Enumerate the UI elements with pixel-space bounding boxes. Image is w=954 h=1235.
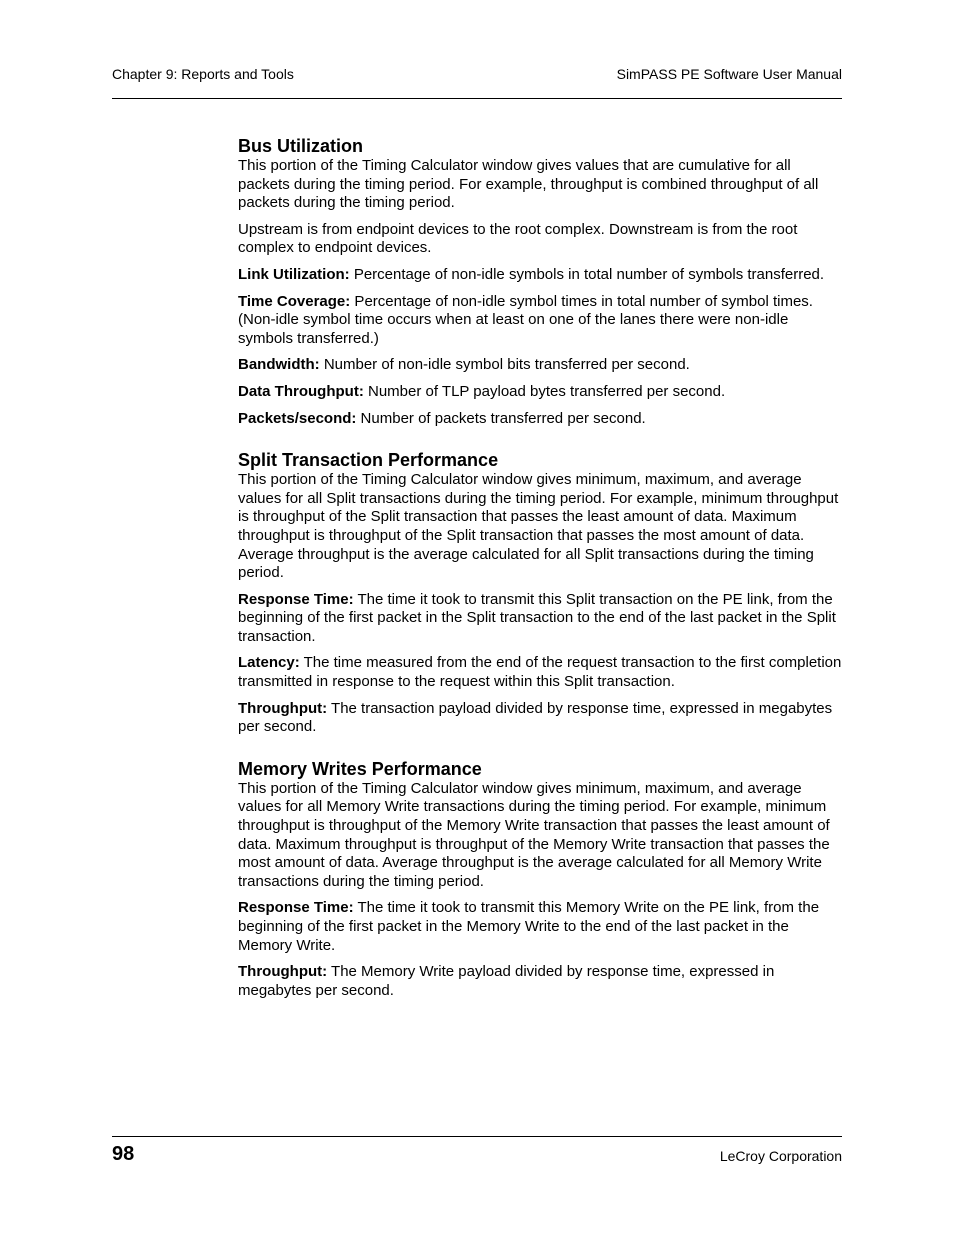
- paragraph: [238, 221, 844, 258]
- manual-title: SimPASS PE Software User Manual: [616, 66, 842, 82]
- definition: [238, 700, 844, 737]
- paragraph: [238, 780, 844, 892]
- definition: [238, 899, 844, 955]
- definition: [238, 591, 844, 647]
- definition: [238, 383, 844, 402]
- definition: [238, 293, 844, 349]
- paragraph-text: This portion of the Timing Calculator window gives minimum, maximum, and average values for all Memory Write transactions during the timing period. For example, minimum throughput is throughput of the Memory Write transaction that passes the least amount of data. Maximum throughput is throughput of the Memory Write transaction that passes the most amount of data. Average throughput is the average calculated for all Memory Write transactions during the timing period.: [238, 779, 830, 890]
- definition-text: The time it took to transmit this Split transaction on the PE link, from the beginning of the first packet in the Split transaction to the end of the last packet in the Split transaction.: [238, 590, 836, 645]
- chapter-title: Chapter 9: Reports and Tools: [112, 66, 294, 82]
- paragraph-text: This portion of the Timing Calculator window gives minimum, maximum, and average values for all Split transactions during the timing period. For example, minimum throughput is throughput of the Split transaction that passes the least amount of data. Maximum throughput is throughput of the Split transaction that passes the most amount of data. Average throughput is the average calculated for all Split transactions during the timing period.: [238, 471, 839, 582]
- definition-text: The transaction payload divided by response time, expressed in megabytes per second.: [238, 699, 833, 736]
- page-number: 98: [112, 1143, 135, 1165]
- paragraph: [238, 157, 844, 213]
- definition-text: Percentage of non-idle symbol times in total number of symbol times. (Non-idle symbol time occurs when at least on one of the lanes there were non-idle symbols transferred.): [238, 292, 813, 347]
- definition-text: Number of TLP payload bytes transferred per second.: [363, 382, 726, 400]
- main-content: [238, 135, 844, 1008]
- header-rule: [112, 98, 842, 99]
- paragraph: [238, 471, 844, 583]
- definition-text: The time it took to transmit this Memory Write on the PE link, from the beginning of the first packet in the Memory Write to the end of the last packet in the Memory Write.: [238, 899, 820, 954]
- definition-term: Data Throughput:: [238, 382, 364, 400]
- definition-term: Packets/second:: [238, 409, 357, 427]
- definition: [238, 654, 844, 691]
- definition-term: Throughput:: [238, 963, 328, 981]
- section-heading: Bus Utilization: [238, 136, 363, 156]
- company-name: LeCroy Corporation: [719, 1148, 842, 1164]
- definition-term: Response Time:: [238, 590, 354, 608]
- definition-text: Number of non-idle symbol bits transferred per second.: [319, 356, 690, 374]
- paragraph-text: This portion of the Timing Calculator window gives values that are cumulative for all packets during the timing period. For example, throughput is combined throughput of all packets during the timing period.: [238, 157, 819, 212]
- definition-text: The time measured from the end of the request transaction to the first completion transmitted in response to the request within this Split transaction.: [238, 654, 842, 691]
- definition-term: Time Coverage:: [238, 292, 351, 310]
- definition: [238, 963, 844, 1000]
- section-heading: Memory Writes Performance: [238, 758, 482, 779]
- definition-term: Response Time:: [238, 899, 354, 917]
- definition: [238, 410, 844, 429]
- definition-term: Latency:: [238, 654, 300, 672]
- definition: [238, 356, 844, 375]
- paragraph-text: Upstream is from endpoint devices to the root complex. Downstream is from the root complex to endpoint devices.: [238, 220, 798, 257]
- definition-text: Number of packets transferred per second.: [356, 409, 646, 427]
- definition: [238, 266, 844, 285]
- definition-text: Percentage of non-idle symbols in total number of symbols transferred.: [349, 265, 825, 283]
- definition-term: Bandwidth:: [238, 356, 320, 374]
- footer-rule: [112, 1136, 842, 1137]
- definition-term: Link Utilization:: [238, 265, 350, 283]
- page-header: [112, 66, 842, 84]
- section-heading: Split Transaction Performance: [238, 450, 499, 471]
- definition-text: The Memory Write payload divided by response time, expressed in megabytes per second.: [238, 963, 775, 999]
- definition-term: Throughput:: [238, 699, 328, 717]
